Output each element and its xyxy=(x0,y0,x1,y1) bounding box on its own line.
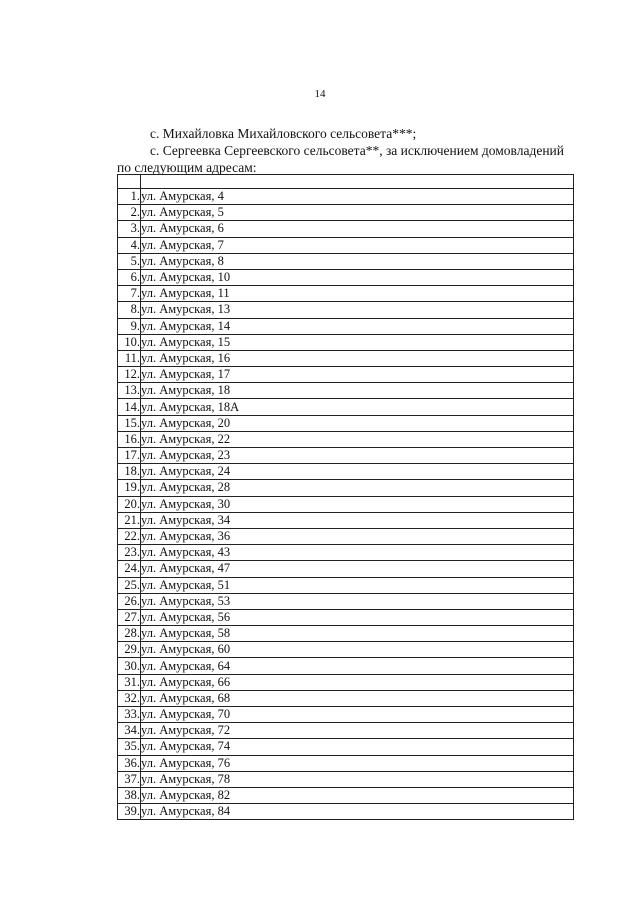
row-address: ул. Амурская, 68 xyxy=(141,690,574,706)
row-address: ул. Амурская, 64 xyxy=(141,658,574,674)
table-row xyxy=(118,367,574,383)
row-address: ул. Амурская, 6 xyxy=(141,221,574,237)
table-row xyxy=(118,674,574,690)
row-address: ул. Амурская, 76 xyxy=(141,755,574,771)
table-row xyxy=(118,431,574,447)
table-row xyxy=(118,609,574,625)
row-number: 12. xyxy=(118,367,141,383)
row-address: ул. Амурская, 15 xyxy=(141,334,574,350)
table-row xyxy=(118,480,574,496)
row-number: 35. xyxy=(118,739,141,755)
table-row xyxy=(118,205,574,221)
row-number: 2. xyxy=(118,205,141,221)
table-row xyxy=(118,334,574,350)
row-address: ул. Амурская, 72 xyxy=(141,723,574,739)
row-number: 8. xyxy=(118,302,141,318)
table-row xyxy=(118,528,574,544)
row-number xyxy=(118,175,141,189)
row-address: ул. Амурская, 51 xyxy=(141,577,574,593)
table-row xyxy=(118,593,574,609)
paragraph-sergeevka: с. Сергеевка Сергеевского сельсовета**, за исключением домовладений xyxy=(150,143,564,158)
row-number: 32. xyxy=(118,690,141,706)
row-address: ул. Амурская, 53 xyxy=(141,593,574,609)
row-address: ул. Амурская, 7 xyxy=(141,237,574,253)
row-address: ул. Амурская, 58 xyxy=(141,626,574,642)
row-address: ул. Амурская, 84 xyxy=(141,804,574,820)
row-number: 17. xyxy=(118,448,141,464)
table-row xyxy=(118,739,574,755)
table-row xyxy=(118,253,574,269)
row-number: 22. xyxy=(118,528,141,544)
row-number: 25. xyxy=(118,577,141,593)
table-row xyxy=(118,415,574,431)
row-address: ул. Амурская, 36 xyxy=(141,528,574,544)
table-row xyxy=(118,237,574,253)
row-number: 6. xyxy=(118,269,141,285)
row-number: 3. xyxy=(118,221,141,237)
row-address: ул. Амурская, 22 xyxy=(141,431,574,447)
address-table xyxy=(117,174,574,820)
table-row xyxy=(118,269,574,285)
row-number: 5. xyxy=(118,253,141,269)
row-address: ул. Амурская, 23 xyxy=(141,448,574,464)
row-number: 15. xyxy=(118,415,141,431)
row-number: 28. xyxy=(118,626,141,642)
table-row xyxy=(118,707,574,723)
table-row xyxy=(118,175,574,189)
row-number: 18. xyxy=(118,464,141,480)
table-row xyxy=(118,787,574,803)
row-address: ул. Амурская, 5 xyxy=(141,205,574,221)
row-number: 10. xyxy=(118,334,141,350)
table-row xyxy=(118,804,574,820)
row-number: 4. xyxy=(118,237,141,253)
row-address: ул. Амурская, 28 xyxy=(141,480,574,496)
table-row xyxy=(118,464,574,480)
row-number: 13. xyxy=(118,383,141,399)
row-number: 37. xyxy=(118,771,141,787)
row-address: ул. Амурская, 78 xyxy=(141,771,574,787)
row-number: 34. xyxy=(118,723,141,739)
row-number: 36. xyxy=(118,755,141,771)
row-address: ул. Амурская, 66 xyxy=(141,674,574,690)
row-number: 33. xyxy=(118,707,141,723)
row-number: 1. xyxy=(118,189,141,205)
row-address: ул. Амурская, 30 xyxy=(141,496,574,512)
row-address: ул. Амурская, 11 xyxy=(141,286,574,302)
row-address: ул. Амурская, 17 xyxy=(141,367,574,383)
row-number: 7. xyxy=(118,286,141,302)
table-row xyxy=(118,302,574,318)
row-address: ул. Амурская, 13 xyxy=(141,302,574,318)
row-address: ул. Амурская, 43 xyxy=(141,545,574,561)
row-address: ул. Амурская, 18 xyxy=(141,383,574,399)
row-number: 21. xyxy=(118,512,141,528)
table-row xyxy=(118,189,574,205)
row-address xyxy=(141,175,574,189)
table-row xyxy=(118,561,574,577)
row-address: ул. Амурская, 47 xyxy=(141,561,574,577)
table-row xyxy=(118,350,574,366)
table-row xyxy=(118,383,574,399)
row-number: 20. xyxy=(118,496,141,512)
table-row xyxy=(118,318,574,334)
table-row xyxy=(118,771,574,787)
table-row xyxy=(118,512,574,528)
row-address: ул. Амурская, 24 xyxy=(141,464,574,480)
table-row xyxy=(118,723,574,739)
row-address: ул. Амурская, 20 xyxy=(141,415,574,431)
table-row xyxy=(118,642,574,658)
page-number: 14 xyxy=(314,88,326,100)
table-row xyxy=(118,221,574,237)
row-number: 23. xyxy=(118,545,141,561)
address-table-body xyxy=(118,175,574,820)
row-address: ул. Амурская, 4 xyxy=(141,189,574,205)
row-address: ул. Амурская, 74 xyxy=(141,739,574,755)
table-row xyxy=(118,448,574,464)
table-row xyxy=(118,626,574,642)
table-row xyxy=(118,399,574,415)
row-number: 39. xyxy=(118,804,141,820)
row-number: 14. xyxy=(118,399,141,415)
row-address: ул. Амурская, 8 xyxy=(141,253,574,269)
table-row xyxy=(118,496,574,512)
table-row xyxy=(118,755,574,771)
row-address: ул. Амурская, 16 xyxy=(141,350,574,366)
paragraph-addresses-intro: по следующим адресам: xyxy=(117,160,257,175)
paragraph-mikhailovka: с. Михайловка Михайловского сельсовета***; xyxy=(150,126,417,141)
row-number: 31. xyxy=(118,674,141,690)
row-number: 27. xyxy=(118,609,141,625)
row-address: ул. Амурская, 10 xyxy=(141,269,574,285)
table-row xyxy=(118,658,574,674)
table-row xyxy=(118,577,574,593)
row-address: ул. Амурская, 14 xyxy=(141,318,574,334)
row-number: 9. xyxy=(118,318,141,334)
row-number: 26. xyxy=(118,593,141,609)
row-address: ул. Амурская, 34 xyxy=(141,512,574,528)
table-row xyxy=(118,690,574,706)
table-row xyxy=(118,286,574,302)
row-number: 30. xyxy=(118,658,141,674)
row-number: 16. xyxy=(118,431,141,447)
row-number: 24. xyxy=(118,561,141,577)
row-address: ул. Амурская, 70 xyxy=(141,707,574,723)
row-number: 19. xyxy=(118,480,141,496)
row-number: 11. xyxy=(118,350,141,366)
row-number: 38. xyxy=(118,787,141,803)
row-number: 29. xyxy=(118,642,141,658)
row-address: ул. Амурская, 56 xyxy=(141,609,574,625)
row-address: ул. Амурская, 18А xyxy=(141,399,574,415)
row-address: ул. Амурская, 60 xyxy=(141,642,574,658)
table-row xyxy=(118,545,574,561)
row-address: ул. Амурская, 82 xyxy=(141,787,574,803)
